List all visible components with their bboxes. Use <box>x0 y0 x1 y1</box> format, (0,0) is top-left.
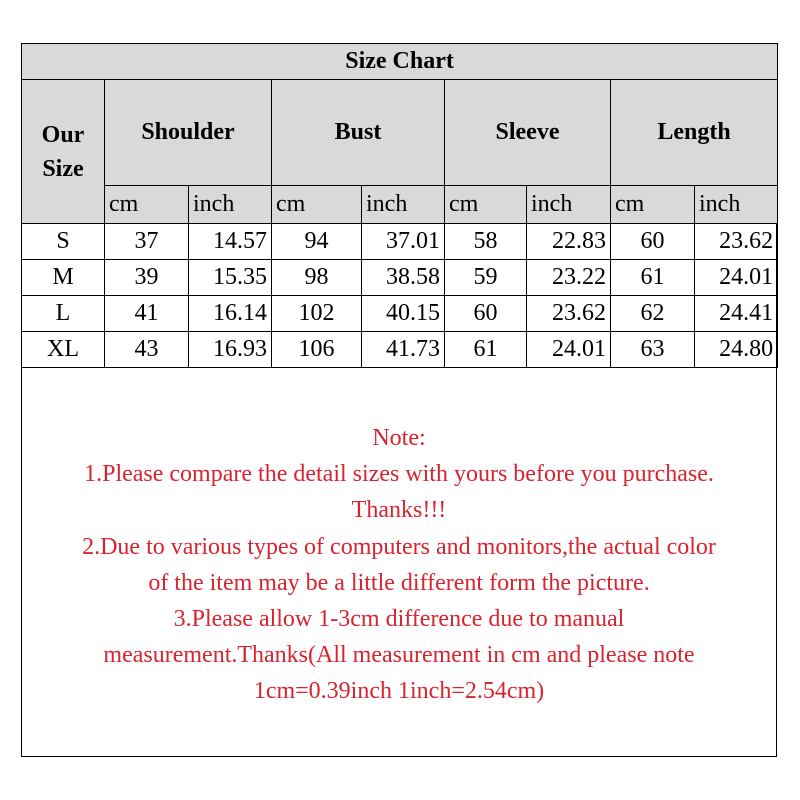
value-cell: 102 <box>272 296 362 332</box>
unit-label: cm <box>445 186 527 224</box>
size-cell: XL <box>22 332 105 368</box>
note-line: Thanks!!! <box>351 497 447 524</box>
unit-label: inch <box>189 186 272 224</box>
value-cell: 16.14 <box>189 296 272 332</box>
note-line: 3.Please allow 1-3cm difference due to manual <box>173 606 625 633</box>
value-cell: 60 <box>445 296 527 332</box>
value-cell: 24.80 <box>695 332 778 368</box>
size-chart-table <box>21 43 778 368</box>
sleeve-header: Sleeve <box>445 80 611 186</box>
size-cell: M <box>22 260 105 296</box>
value-cell: 59 <box>445 260 527 296</box>
bust-header: Bust <box>272 80 445 186</box>
size-cell: S <box>22 224 105 260</box>
value-cell: 39 <box>105 260 189 296</box>
value-cell: 60 <box>611 224 695 260</box>
value-cell: 23.22 <box>527 260 611 296</box>
value-cell: 61 <box>445 332 527 368</box>
our-size-line1: Our <box>41 121 85 148</box>
value-cell: 23.62 <box>695 224 778 260</box>
table-row <box>22 332 778 368</box>
value-cell: 22.83 <box>527 224 611 260</box>
unit-label: cm <box>272 186 362 224</box>
note-line: measurement.Thanks(All measurement in cm and please note <box>103 642 695 669</box>
length-header: Length <box>611 80 778 186</box>
value-cell: 38.58 <box>362 260 445 296</box>
value-cell: 14.57 <box>189 224 272 260</box>
value-cell: 23.62 <box>527 296 611 332</box>
value-cell: 98 <box>272 260 362 296</box>
unit-label: inch <box>527 186 611 224</box>
table-row <box>22 260 778 296</box>
unit-label: cm <box>611 186 695 224</box>
value-cell: 94 <box>272 224 362 260</box>
value-cell: 16.93 <box>189 332 272 368</box>
value-cell: 15.35 <box>189 260 272 296</box>
table-row <box>22 224 778 260</box>
note-heading: Note: <box>372 425 426 451</box>
value-cell: 58 <box>445 224 527 260</box>
value-cell: 43 <box>105 332 189 368</box>
our-size-line2: Size <box>42 155 84 182</box>
value-cell: 41 <box>105 296 189 332</box>
shoulder-header: Shoulder <box>105 80 272 186</box>
value-cell: 106 <box>272 332 362 368</box>
note-line: 1.Please compare the detail sizes with yours before you purchase. <box>84 461 714 488</box>
note-line: 2.Due to various types of computers and monitors,the actual color <box>82 533 716 560</box>
unit-label: inch <box>695 186 778 224</box>
note-line: 1cm=0.39inch 1inch=2.54cm) <box>253 678 545 705</box>
unit-label: inch <box>362 186 445 224</box>
our-size-header <box>22 80 105 224</box>
value-cell: 24.01 <box>695 260 778 296</box>
unit-label: cm <box>105 186 189 224</box>
value-cell: 24.01 <box>527 332 611 368</box>
value-cell: 61 <box>611 260 695 296</box>
notes-block <box>21 420 777 710</box>
value-cell: 62 <box>611 296 695 332</box>
value-cell: 24.41 <box>695 296 778 332</box>
value-cell: 63 <box>611 332 695 368</box>
value-cell: 40.15 <box>362 296 445 332</box>
value-cell: 41.73 <box>362 332 445 368</box>
table-row <box>22 296 778 332</box>
value-cell: 37.01 <box>362 224 445 260</box>
size-cell: L <box>22 296 105 332</box>
value-cell: 37 <box>105 224 189 260</box>
chart-title: Size Chart <box>22 44 778 80</box>
note-line: of the item may be a little different form the picture. <box>148 569 650 596</box>
